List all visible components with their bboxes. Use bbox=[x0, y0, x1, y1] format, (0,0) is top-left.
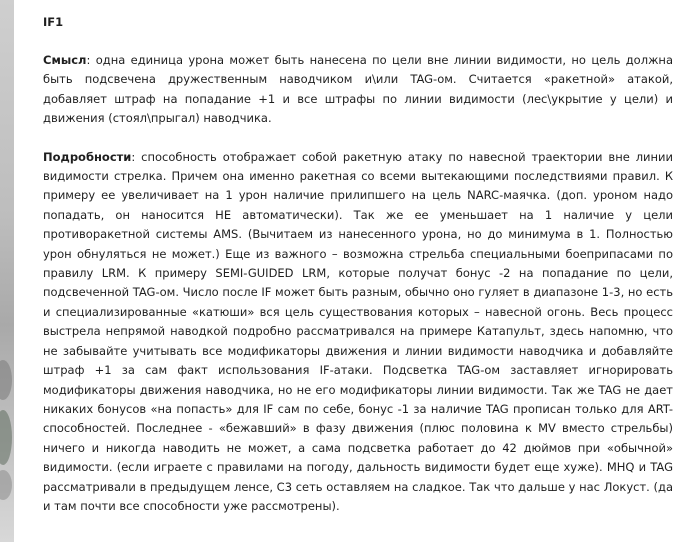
background-image-fragment bbox=[0, 410, 12, 465]
details-paragraph bbox=[43, 148, 673, 517]
details-text: : способность отображает собой ракетную атаку по навесной траектории вне линии видимости стрелка. Причем она именно ракетная со всеми вытекающими последствиями правил. К примеру ее увеличивает на 1 урон наличие прилипшего на цель NARC-маячка. (доп. уроном надо попадать, он наносится НЕ автоматически). Так же ее уменьшает на 1 наличие у цели противоракетной системы AMS. (Вычитаем из нанесенного урона, но до минимума в 1. Полностью урон обнуляться не может.) Еще из важного – возможна стрельба специальными боеприпасами по правилу LRM. К примеру SEMI-GUIDED LRM, которые получат бонус -2 на попадание по цели, подсвеченной TAG-ом. Число после IF может быть разным, обычно оно гуляет в диапазоне 1-3, но есть и специализированные «катюши» вся цель существования которых – навесной огонь. Весь процесс выстрела непрямой наводкой подробно рассматривался на примере Катапульт, здесь напомню, что не забывайте учитывать все модификаторы движения и линии видимости наводчика и добавляйте штраф +1 за сам факт использования IF-атаки. Подсветка TAG-ом заставляет игнорировать модификаторы движения наводчика, но не его модификаторы линии видимости. Так же TAG не дает никаких бонусов «на попасть» для IF сам по себе, бонус -1 за наличие TAG прописан только для ART-способностей. Последнее - «бежавший» в фазу движения (плюс половина к MV вместо стрельбы) ничего и никогда наводить не может, а сама подсветка работает до 42 дюймов при «обычной» видимости. (если играете с правилами на погоду, дальность видимости будет еще хуже). MHQ и TAG рассматривали в предыдущем ленсе, C3 сеть оставляем на сладкое. Так что дальше у нас Локуст. (да и там почти все способности уже рассмотрены). bbox=[43, 149, 673, 513]
meaning-paragraph bbox=[43, 51, 673, 129]
background-image-fragment bbox=[0, 360, 12, 400]
document-body bbox=[43, 13, 673, 535]
meaning-text: : одна единица урона может быть нанесена по цели вне линии видимости, но цель должна быть подсвечена дружественным наводчиком и\или TAG-ом. Считается «ракетной» атакой, добавляет штраф на попадание +1 и все штрафы по линии видимости (лес\укрытие у цели) и движения (стоял\прыгал) наводчика. bbox=[43, 53, 673, 126]
meaning-term: Смысл bbox=[43, 53, 87, 67]
details-term: Подробности bbox=[43, 149, 132, 164]
section-heading: IF1 bbox=[43, 15, 64, 29]
background-image-fragment bbox=[0, 470, 12, 500]
left-edge-image-strip bbox=[0, 0, 14, 542]
